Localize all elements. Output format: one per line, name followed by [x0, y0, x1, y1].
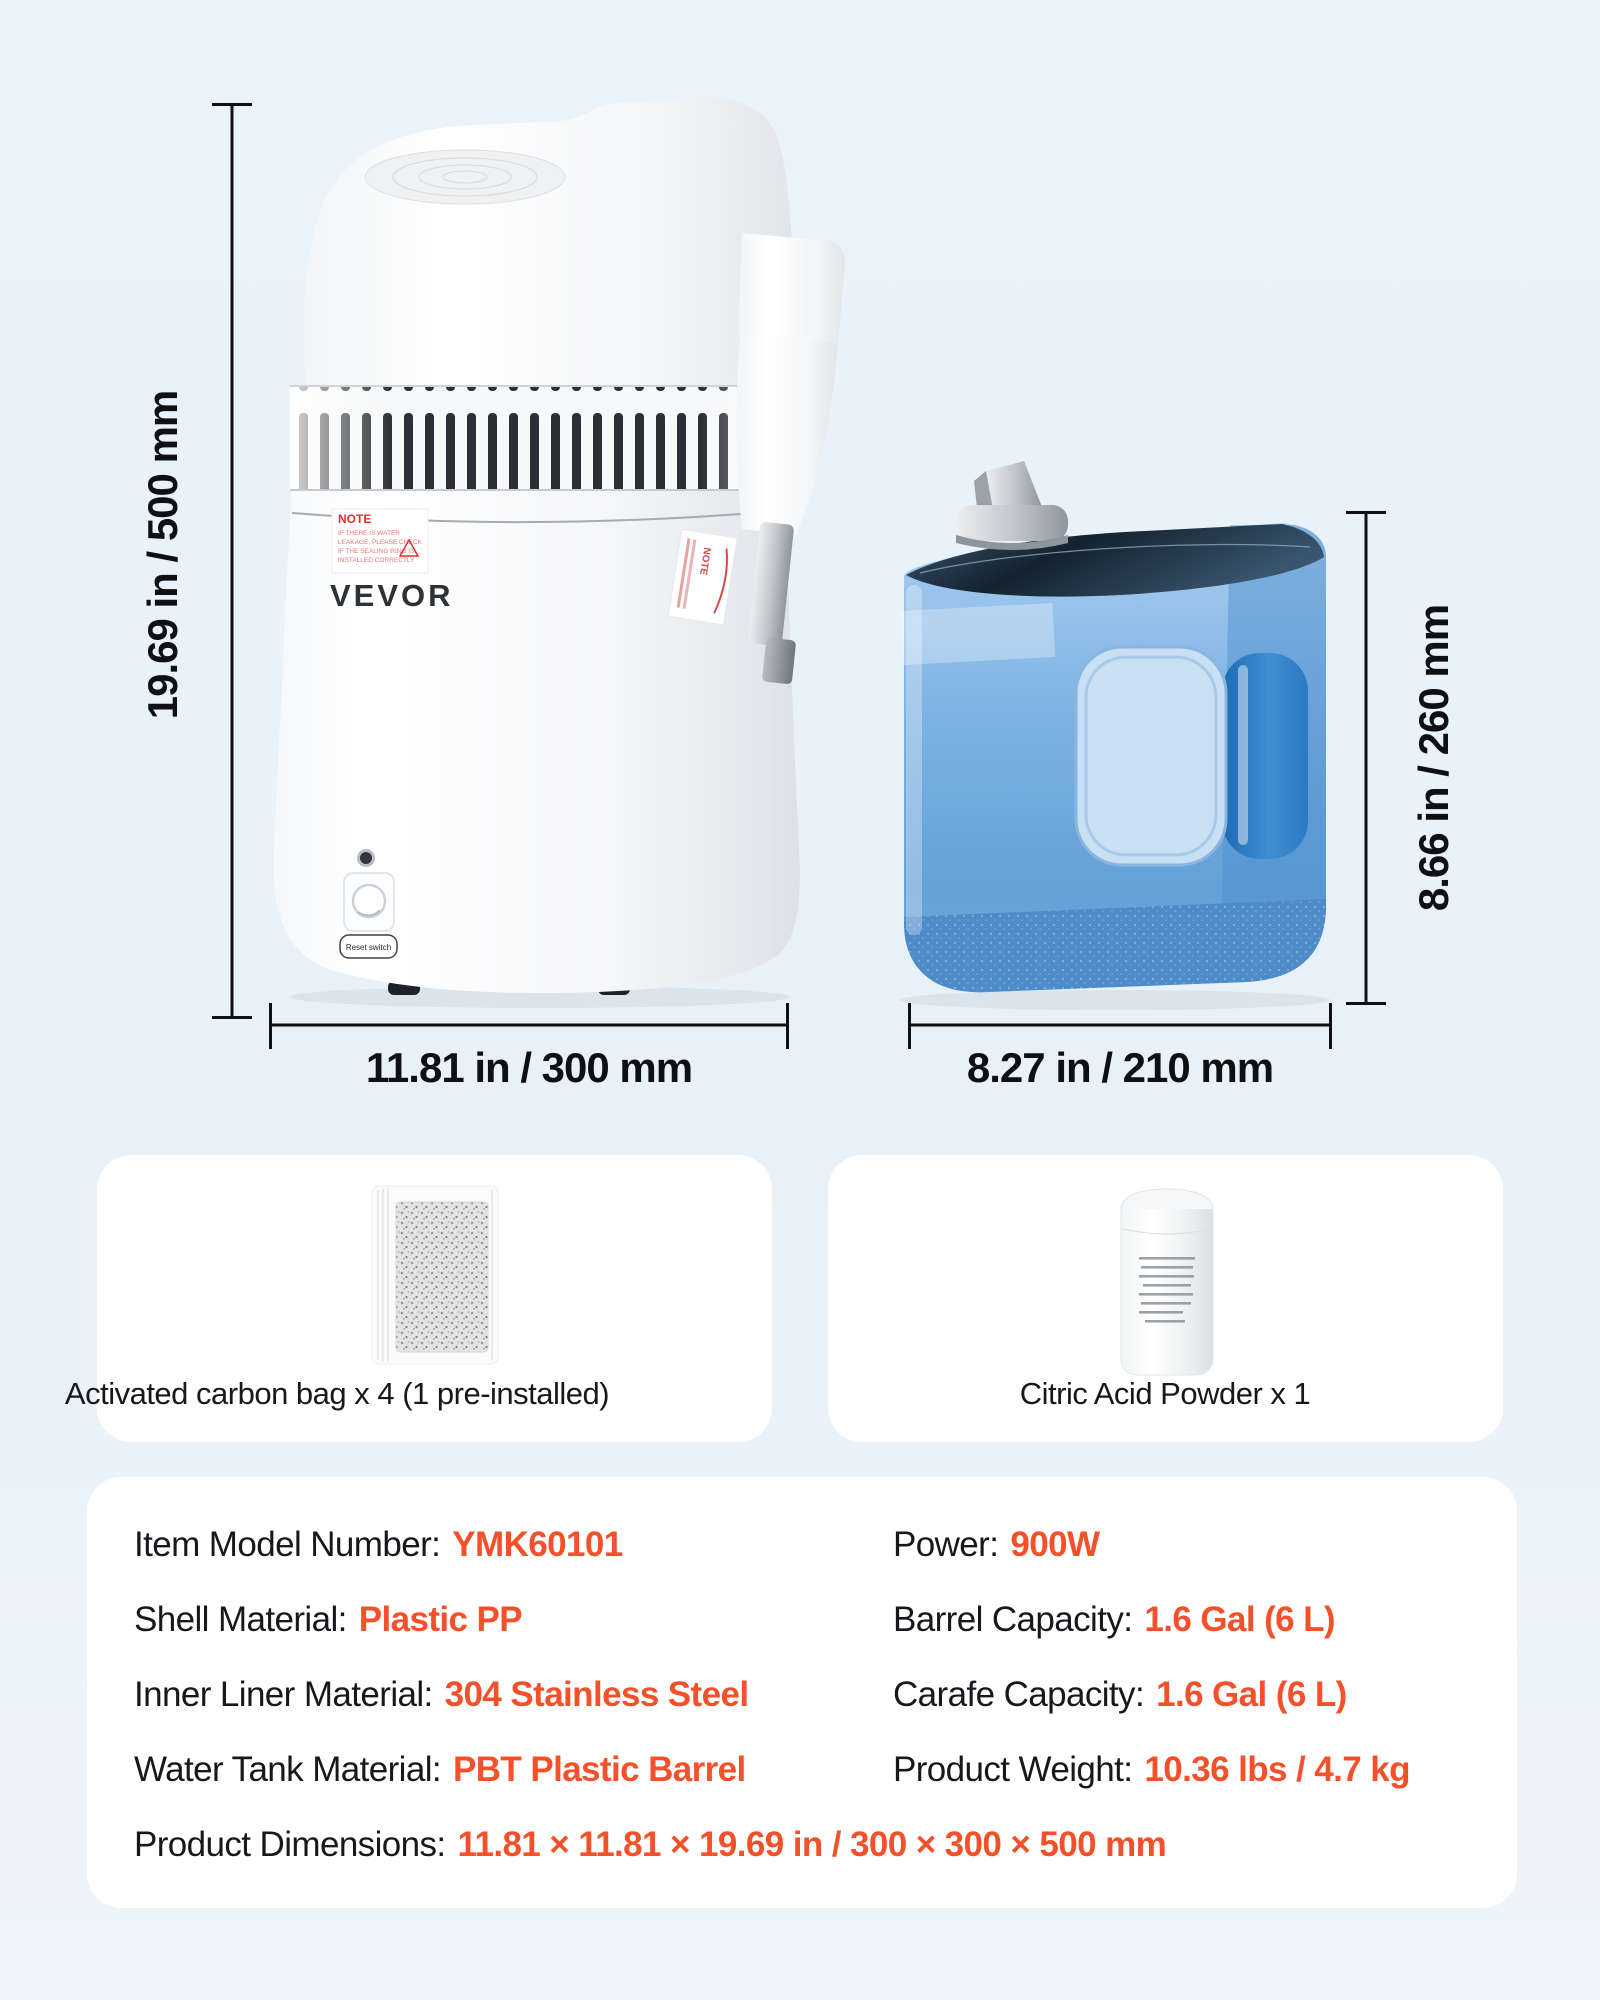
spec-row-power	[893, 1522, 1099, 1568]
distiller-height-label: 19.69 in / 500 mm	[139, 390, 186, 720]
spec-value: PBT Plastic Barrel	[453, 1750, 746, 1789]
note-line: IF THERE IS WATER	[338, 530, 400, 537]
accessory-card-citric-acid	[828, 1155, 1503, 1442]
spec-label: Shell Material:	[134, 1600, 347, 1639]
distiller-width-label: 11.81 in / 300 mm	[365, 1044, 693, 1091]
spec-value: 1.6 Gal (6 L)	[1144, 1600, 1335, 1639]
brand-logo: VEVOR	[330, 578, 454, 613]
carbon-bag-image	[360, 1180, 510, 1370]
spec-value: 900W	[1010, 1525, 1100, 1564]
spec-label: Product Dimensions:	[134, 1825, 446, 1864]
spec-row-dimensions	[134, 1822, 1166, 1868]
citric-acid-caption: Citric Acid Powder x 1	[1019, 1376, 1311, 1411]
spout-note-title: NOTE	[697, 546, 713, 576]
carafe-height-label: 8.66 in / 260 mm	[1410, 604, 1457, 912]
carafe-width-label: 8.27 in / 210 mm	[966, 1044, 1274, 1091]
spec-label: Item Model Number:	[134, 1525, 441, 1564]
accessory-card-carbon-bag	[64, 1155, 772, 1442]
note-line: LEAKAGE, PLEASE CHECK	[338, 539, 422, 546]
note-title: NOTE	[338, 512, 372, 526]
spec-row-model	[134, 1522, 623, 1568]
spec-row-tank	[134, 1747, 746, 1793]
spec-row-weight	[893, 1747, 1410, 1793]
note-line: INSTALLED CORRECTLY	[338, 557, 415, 564]
spec-value: 10.36 lbs / 4.7 kg	[1144, 1750, 1410, 1789]
citric-acid-bottle-image	[1111, 1177, 1221, 1382]
spec-label: Product Weight:	[893, 1750, 1133, 1789]
spec-label: Barrel Capacity:	[893, 1600, 1133, 1639]
spec-value: 11.81 × 11.81 × 19.69 in / 300 × 300 × 500 mm	[457, 1825, 1167, 1864]
spec-value: Plastic PP	[358, 1600, 523, 1639]
spec-label: Power:	[893, 1525, 999, 1564]
spec-row-liner	[134, 1672, 748, 1718]
spec-row-carafe	[893, 1672, 1347, 1718]
svg-text:Reset switch: Reset switch	[345, 943, 392, 952]
spec-value: 1.6 Gal (6 L)	[1156, 1675, 1347, 1714]
spec-label: Inner Liner Material:	[134, 1675, 433, 1714]
spec-value: 304 Stainless Steel	[444, 1675, 749, 1714]
spec-row-barrel	[893, 1597, 1335, 1643]
spec-label: Water Tank Material:	[134, 1750, 441, 1789]
carbon-bag-caption: Activated carbon bag x 4 (1 pre-installed)	[64, 1376, 610, 1411]
spec-value: YMK60101	[452, 1525, 623, 1564]
note-line: IF THE SEALING RING IS	[338, 548, 415, 555]
spec-label: Carafe Capacity:	[893, 1675, 1145, 1714]
spec-row-shell	[134, 1597, 522, 1643]
